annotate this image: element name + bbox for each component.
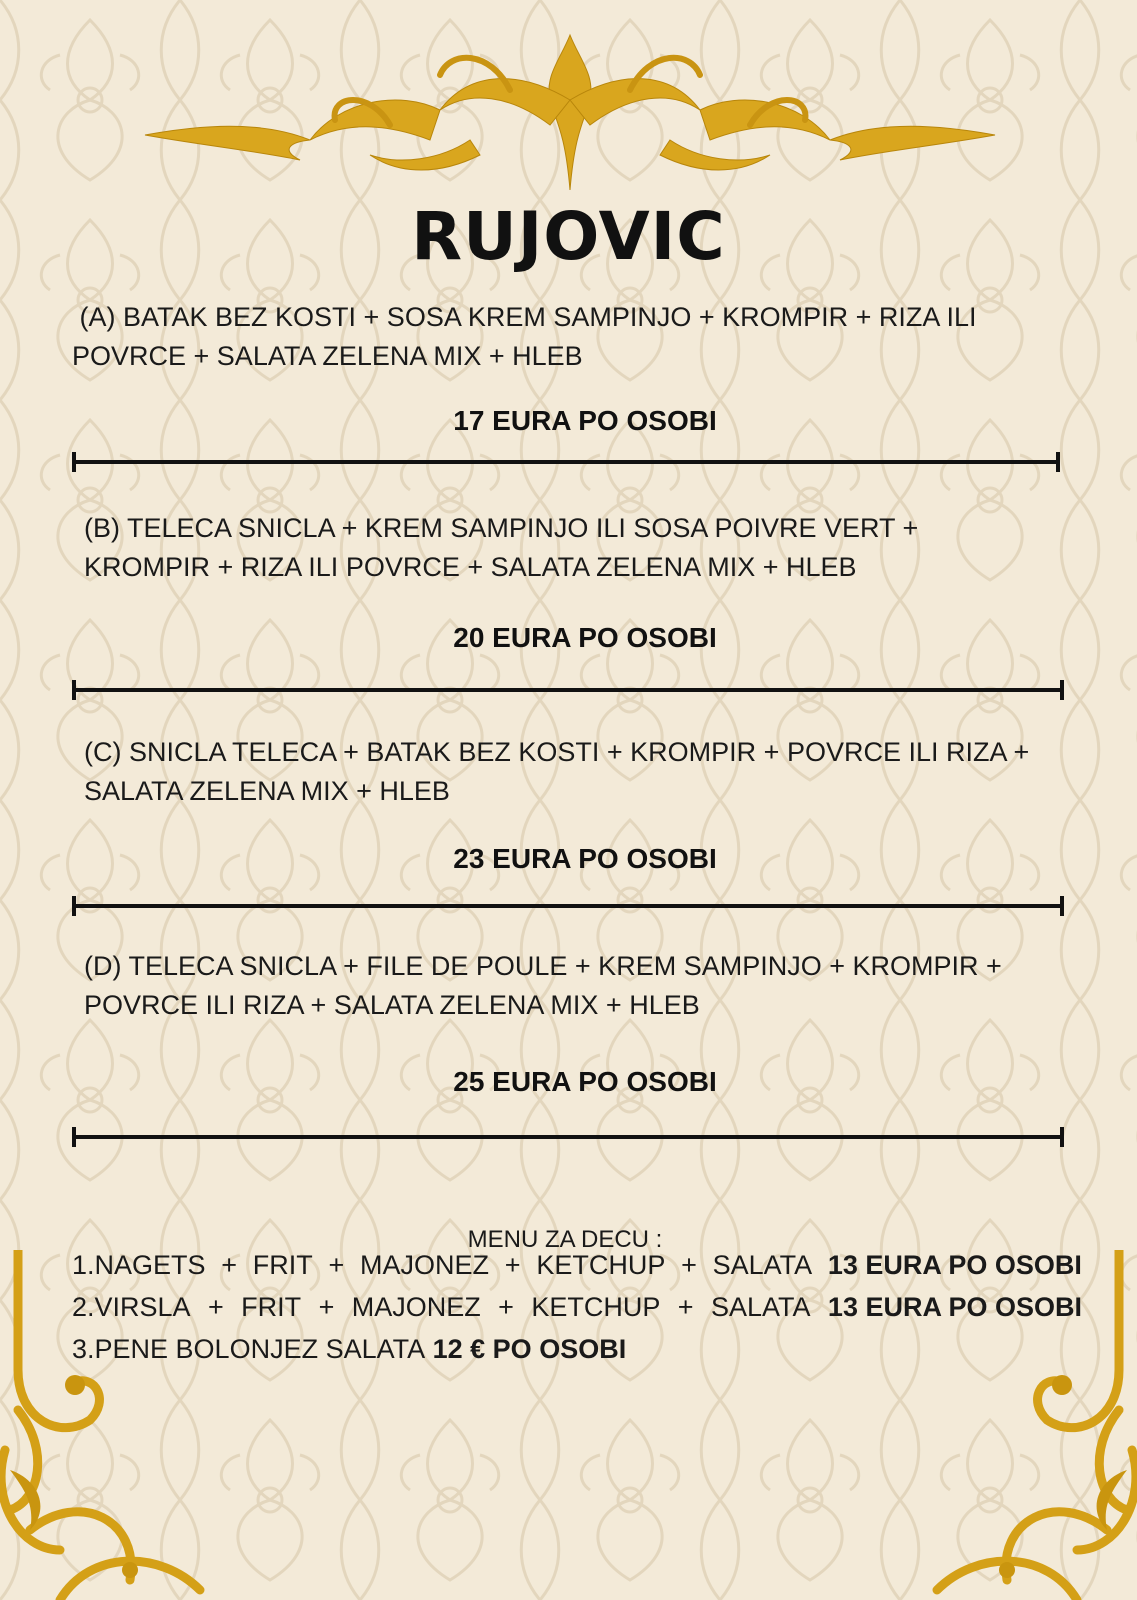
kids-item-text: + [328, 1250, 345, 1280]
menu-b-line1: (B) TELECA SNICLA + KREM SAMPINJO ILI SOSA POIVRE VERT + [84, 513, 919, 543]
kids-item-text: MAJONEZ [351, 1292, 481, 1322]
kids-item-text: + [221, 1250, 238, 1280]
divider [72, 1135, 1064, 1139]
menu-c-line1: (C) SNICLA TELECA + BATAK BEZ KOSTI + KROMPIR + POVRCE ILI RIZA + [84, 737, 1030, 767]
kids-item-text: + [677, 1292, 694, 1322]
kids-item-2 [72, 1292, 1082, 1323]
divider [72, 904, 1064, 908]
menu-b-price: 20 EURA PO OSOBI [453, 622, 717, 653]
kids-item-text: SALATA [710, 1292, 811, 1322]
kids-item-text: 1.NAGETS [72, 1250, 206, 1280]
ornament-flourish-icon [140, 30, 1000, 200]
menu-c-line2: SALATA ZELENA MIX + HLEB [84, 776, 450, 806]
kids-item-text: + [504, 1250, 521, 1280]
menu-a-line2: POVRCE + SALATA ZELENA MIX + HLEB [72, 341, 583, 371]
menu-d-line2: POVRCE ILI RIZA + SALATA ZELENA MIX + HLEB [84, 990, 700, 1020]
kids-item-price: 13 EURA PO OSOBI [827, 1292, 1082, 1322]
restaurant-title: RUJOVIC [411, 198, 726, 275]
menu-c-price: 23 EURA PO OSOBI [453, 843, 717, 874]
kids-item-text: FRIT [241, 1292, 302, 1322]
kids-item-text: KETCHUP [536, 1250, 666, 1280]
menu-b-line2: KROMPIR + RIZA ILI POVRCE + SALATA ZELENA MIX + HLEB [84, 552, 857, 582]
menu-a-description [72, 298, 976, 376]
menu-d-description [84, 947, 1002, 1025]
kids-item-text: KETCHUP [531, 1292, 661, 1322]
kids-item-3 [72, 1334, 1082, 1365]
kids-item-text: 2.VIRSLA [72, 1292, 191, 1322]
kids-item-1 [72, 1250, 1082, 1281]
kids-item-text: + [498, 1292, 514, 1322]
menu-c-description [84, 733, 1029, 811]
menu-d-line1: (D) TELECA SNICLA + FILE DE POULE + KREM SAMPINJO + KROMPIR + [84, 951, 1002, 981]
menu-a-line1: (A) BATAK BEZ KOSTI + SOSA KREM SAMPINJO + KROMPIR + RIZA ILI [72, 302, 977, 332]
menu-a-price: 17 EURA PO OSOBI [453, 405, 717, 436]
menu-d-price: 25 EURA PO OSOBI [453, 1066, 717, 1097]
kids-item-text: + [207, 1292, 224, 1322]
kids-item-text: + [318, 1292, 335, 1322]
kids-item-text: SALATA [712, 1250, 813, 1280]
kids-item-text: FRIT [252, 1250, 313, 1280]
divider [72, 460, 1060, 464]
kids-item-price: 13 EURA PO OSOBI [827, 1250, 1082, 1280]
menu-b-description [84, 509, 918, 587]
kids-item-price: 12 € PO OSOBI [432, 1334, 627, 1364]
kids-item-text: + [681, 1250, 697, 1280]
kids-item-text: 3.PENE BOLONJEZ SALATA [72, 1334, 426, 1364]
divider [72, 688, 1064, 692]
kids-menu-title: MENU ZA DECU : [467, 1226, 663, 1253]
kids-item-text: MAJONEZ [360, 1250, 490, 1280]
